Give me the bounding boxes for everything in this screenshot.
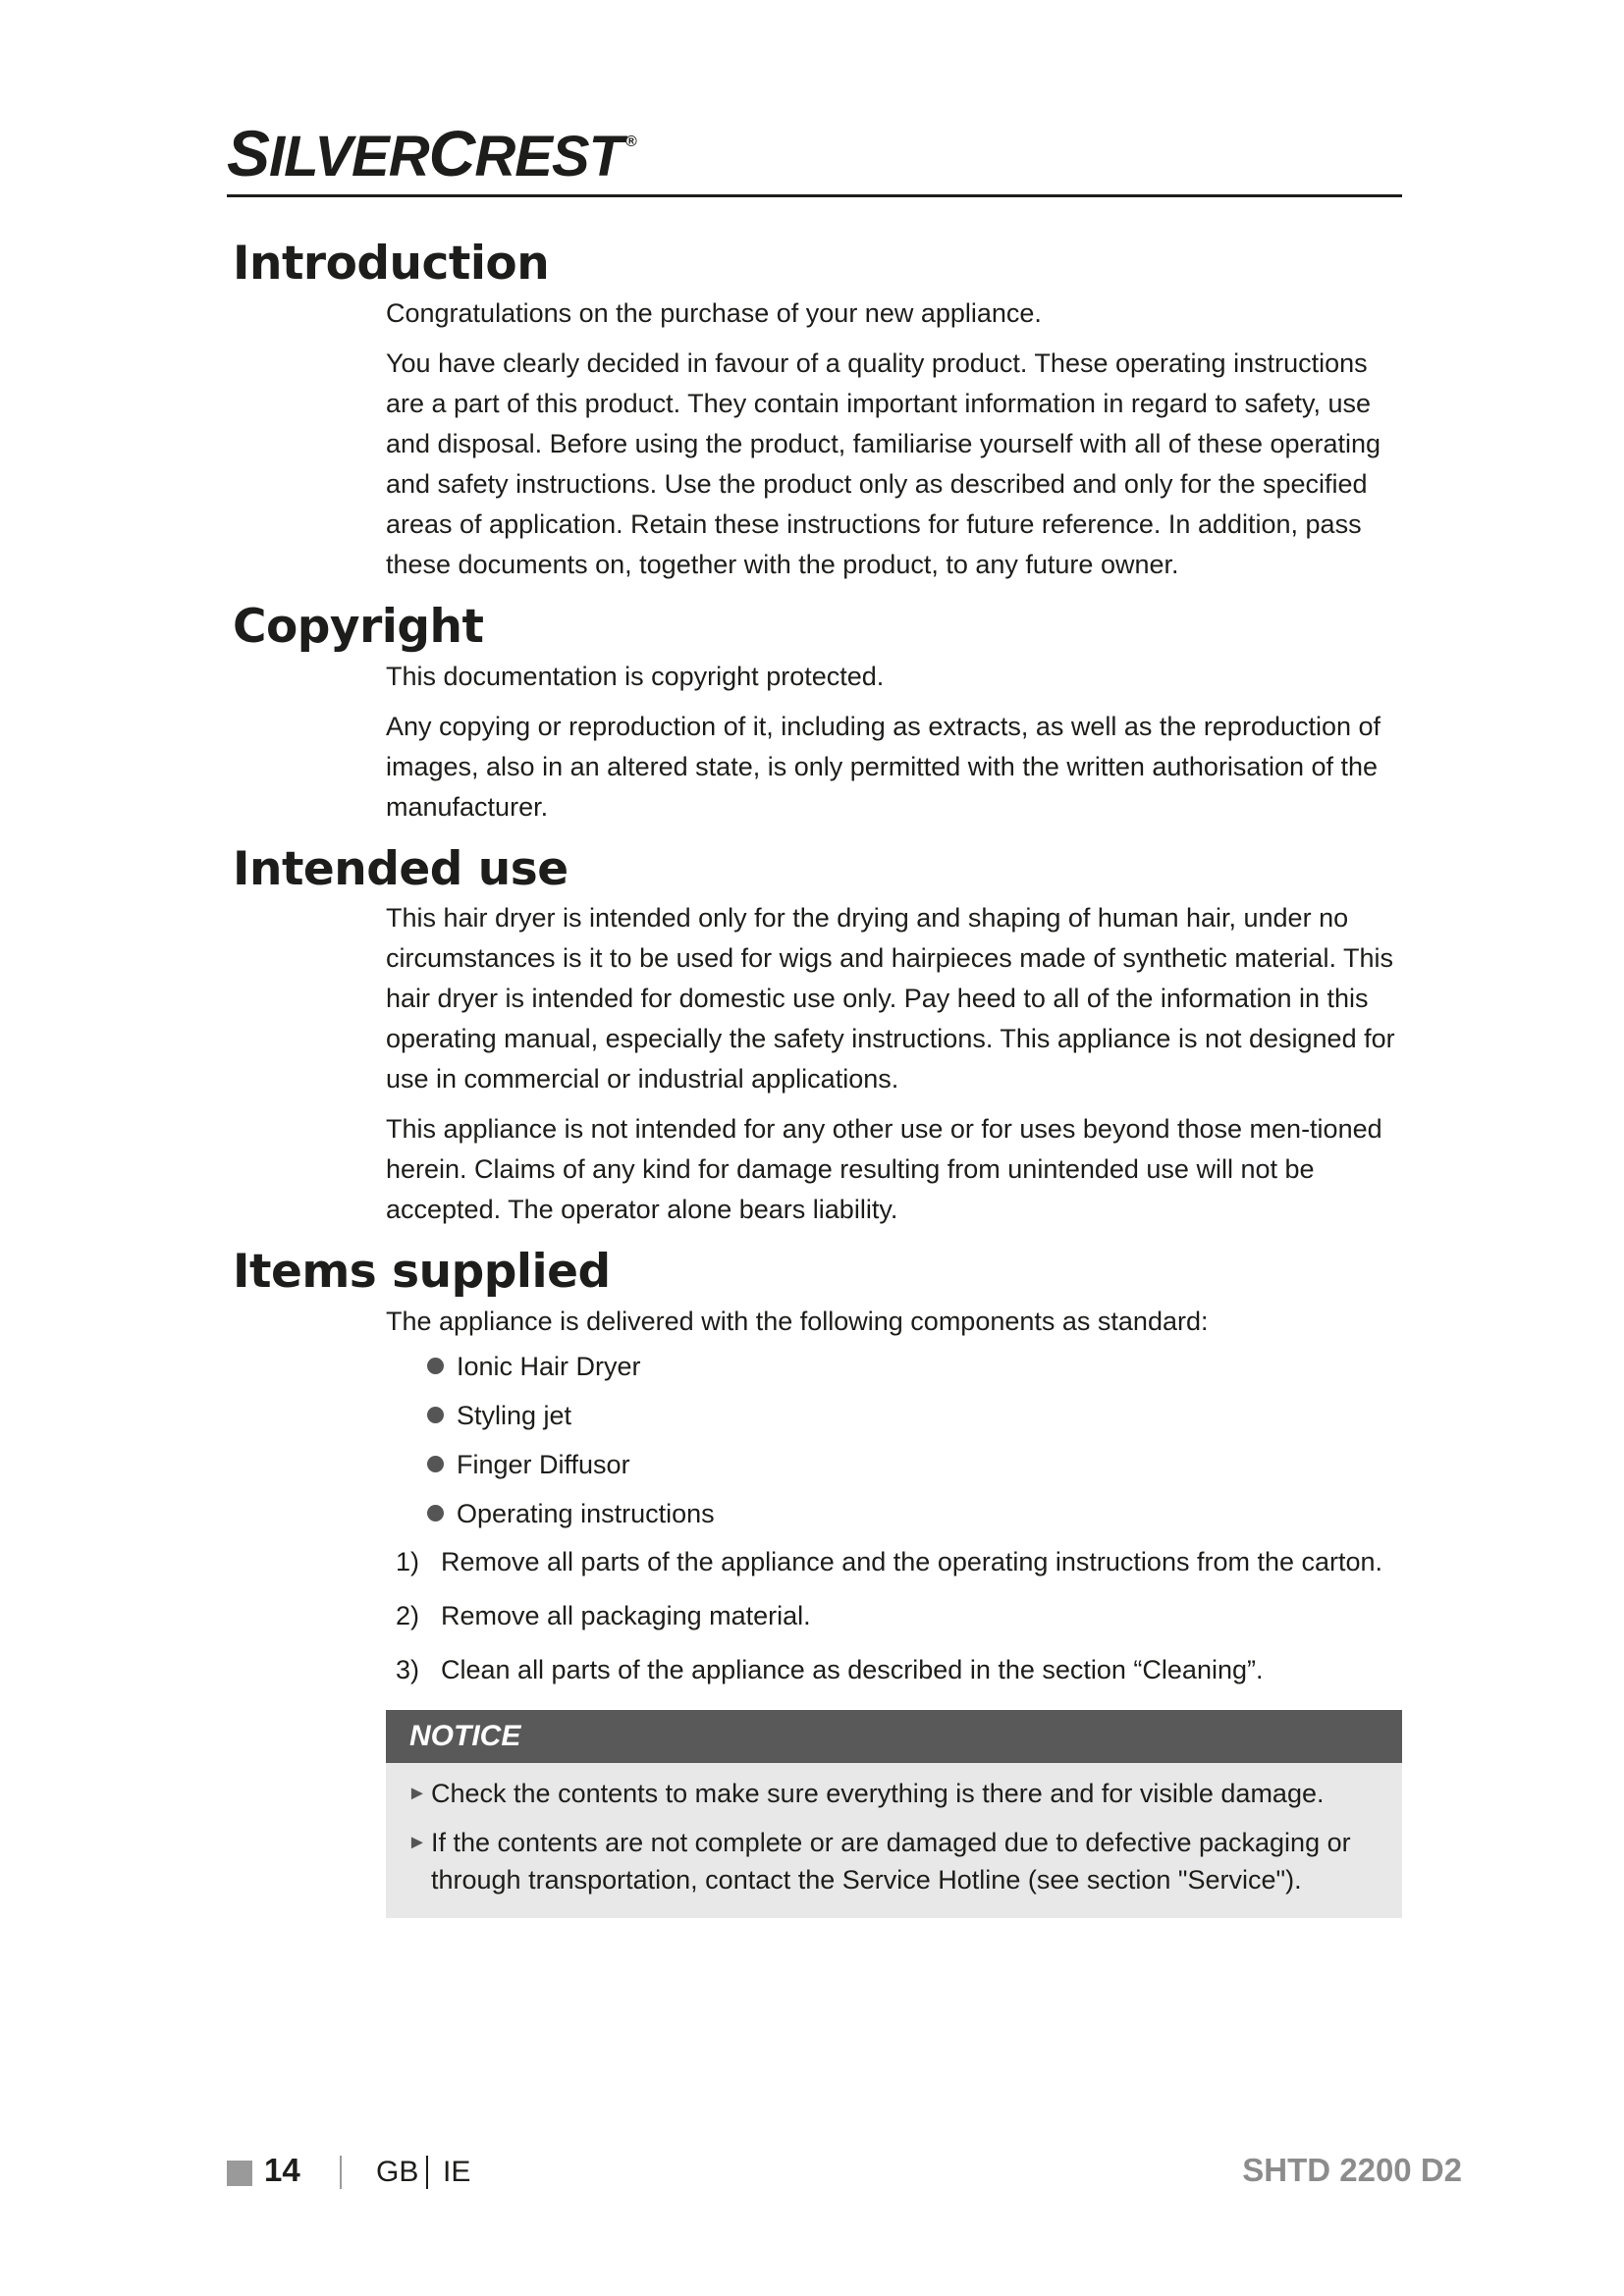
square-icon [227,2161,252,2186]
copyright-paragraph-1: This documentation is copyright protected. [386,661,885,691]
arrow-right-icon: ► [407,1832,427,1853]
items-supplied-intro: The appliance is delivered with the following components as standard: [386,1307,1209,1336]
heading-introduction: Introduction [233,237,550,291]
page-content [233,236,1402,1932]
language-code-gb: GB [376,2156,419,2188]
section-introduction [233,236,1402,585]
list-item: Operating instructions [427,1489,1402,1538]
arrow-right-icon: ► [407,1783,427,1804]
header-rule [227,194,1402,197]
notice-box [386,1710,1402,1918]
model-number: SHTD 2200 D2 [1242,2152,1462,2188]
step-item: 1) Remove all parts of the appliance and the operating instructions from the carton. [396,1547,1383,1576]
heading-copyright: Copyright [233,599,484,654]
divider [426,2156,428,2189]
introduction-paragraph-2: You have clearly decided in favour of a quality product. These operating instructions are a part of this product. They contain important information in regard to safety, use and disposal. Before using the product, familiarise yourself with all of these operating and safety instructions. Use the product only as described and only for the specified areas of application. Retain these instructions for future reference. In addition, pass these documents on, together with the product, to any future owner. [386,347,1381,579]
bullet-icon [427,1505,444,1522]
step-item: 3) Clean all parts of the appliance as described in the section “Cleaning”. [396,1655,1264,1684]
bullet-icon [427,1407,444,1423]
bullet-icon [427,1456,444,1472]
intended-use-paragraph-2: This appliance is not intended for any other use or for uses beyond those men-tioned herein. Claims of any kind for damage resulting from unintended use will not be accepted. The operator alone bears liability. [386,1114,1382,1225]
steps-list [386,1542,1402,1690]
introduction-paragraph-1: Congratulations on the purchase of your new appliance. [386,297,1042,328]
list-item: Finger Diffusor [427,1440,1402,1489]
notice-item: ► Check the contents to make sure everything is there and for visible damage. [431,1775,1392,1812]
copyright-paragraph-2: Any copying or reproduction of it, including as extracts, as well as the reproduction of images, also in an altered state, is only permitted with the written authorisation of the manufacturer. [386,711,1381,822]
notice-item: ► If the contents are not complete or are damaged due to defective packaging or through transportation, contact the Service Hotline (see section "Service"). [431,1824,1392,1898]
notice-title: NOTICE [386,1710,1402,1763]
items-list [386,1342,1402,1538]
list-item: Ionic Hair Dryer [427,1342,1402,1391]
heading-items-supplied: Items supplied [233,1245,611,1300]
section-copyright [233,599,1402,828]
brand-logo: SILVERCREST ® [227,117,636,189]
intended-use-paragraph-1: This hair dryer is intended only for the drying and shaping of human hair, under no circumstances is it to be used for wigs and hairpieces made of synthetic material. This hair dryer is intended for domestic use only. Pay heed to all of the information in this operating manual, especially the safety instructions. This appliance is not designed for use in commercial or industrial applications. [386,903,1395,1095]
divider [340,2156,342,2189]
page-footer [227,2152,1462,2195]
bullet-icon [427,1358,444,1374]
step-item: 2) Remove all packaging material. [396,1601,811,1630]
section-items-supplied [233,1244,1402,1918]
section-intended-use [233,841,1402,1231]
list-item: Styling jet [427,1391,1402,1440]
language-code-ie: IE [443,2156,471,2188]
heading-intended-use: Intended use [233,841,568,896]
page-number: 14 [264,2152,300,2188]
